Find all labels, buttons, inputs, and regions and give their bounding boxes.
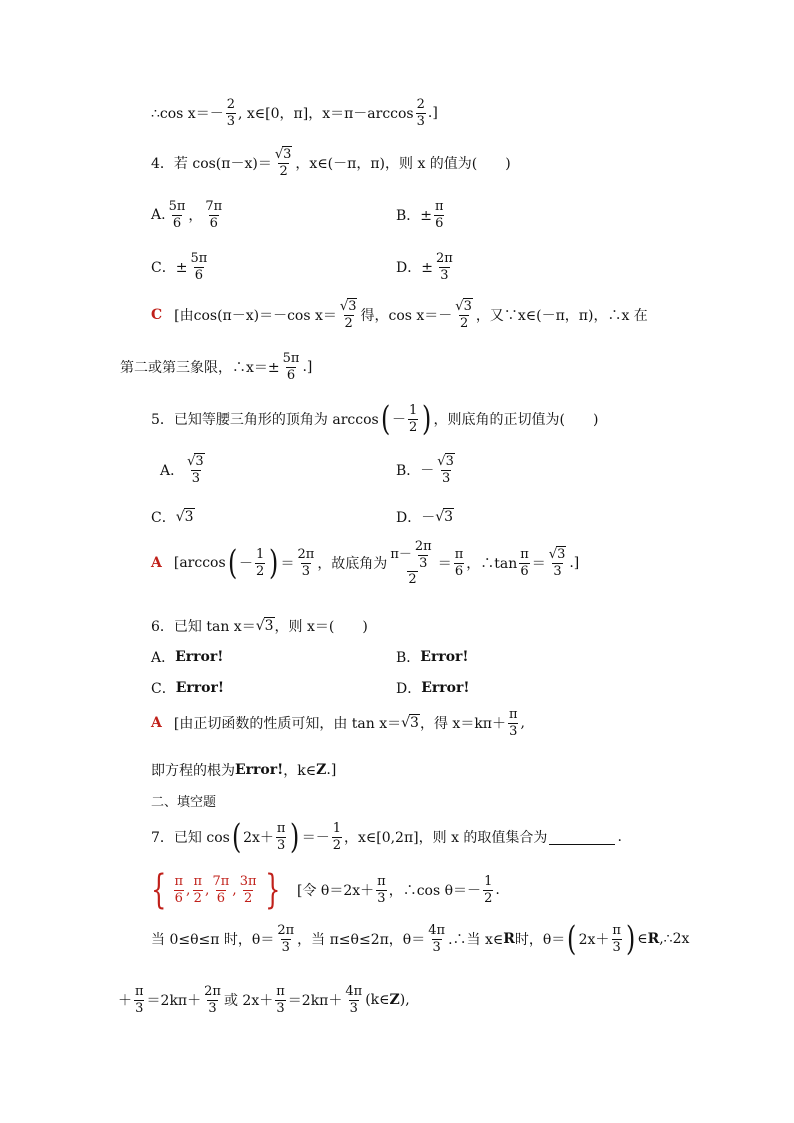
option-5c: C． √ 3 bbox=[151, 509, 194, 526]
option-4b: B．± $\frac{\pi}{6}$ bbox=[396, 199, 444, 231]
text: ∴cos x＝－ bbox=[151, 106, 224, 123]
option-5a: A． $\frac{√3}{3}$ bbox=[160, 454, 204, 486]
option-5b: B．－ $\frac{√3}{3}$ bbox=[396, 454, 454, 486]
answer-7-line2: 当 0≤θ≤π 时，θ＝ $\frac{2\pi}{3}$ ，当 π≤θ≤2π，θ＝ $\frac{4\pi}{3}$ .∴当 x∈ R 时，θ＝ ( 2x＋ $\frac{\pi}{3}$ ) ∈ R ,∴2x bbox=[151, 919, 690, 959]
answer-7-line3: ＋ $\frac{\pi}{3}$ ＝2kπ＋ $\frac{2\pi}{3}$ 或 2x＋ $\frac{\pi}{3}$ ＝2kπ＋ $\frac{4\pi}{3}$ (k∈ Z ), bbox=[118, 984, 410, 1016]
answer-6: A [由正切函数的性质可知，由 tan x＝ √ 3 ，得 x＝kπ＋ $\frac{\pi}{3}$ , bbox=[151, 707, 525, 739]
text: 4．若 cos(π－x)＝ bbox=[151, 156, 272, 173]
answer-letter: A bbox=[151, 715, 162, 732]
text: , x∈[0，π]，x＝π－arccos bbox=[238, 106, 414, 123]
section-title: 二、填空题 bbox=[151, 795, 217, 810]
answer-letter: C bbox=[151, 307, 163, 324]
question-4 bbox=[151, 148, 511, 178]
answer-4: C [由cos(π－x)＝－cos x＝ $\frac{√3}{2}$ 得，cos x＝－ $\frac{√3}{2}$ ，又∵x∈(－π，π)，∴x 在 bbox=[151, 299, 648, 331]
fraction: $\frac{2}{3}$ bbox=[416, 97, 425, 129]
question-7: 7．已知 cos ( 2x＋ $\frac{\pi}{3}$ ) ＝－ $\frac{1}{2}$ ，x∈[0,2π]，则 x 的取值集合为 . bbox=[151, 817, 622, 857]
question-6: 6．已知 tan x＝ √ 3 ，则 x＝( ) bbox=[151, 618, 368, 635]
answer-blank bbox=[549, 830, 615, 845]
answer-6-cont: 即方程的根为 Error! ，k∈ Z .] bbox=[151, 762, 337, 779]
answer-7: { $\frac{\pi}{6}$ , $\frac{\pi}{2}$ , $\frac{7\pi}{6}$ , $\frac{3\pi}{2}$ } [令 θ＝2x＋ $\frac{\pi}{3}$ ，∴cos θ＝－ $\frac{1}{2}$ . bbox=[151, 867, 500, 913]
nested-fraction: π－ $\frac{2\pi}{3}$ 2 bbox=[390, 539, 432, 588]
option-5d: D．－ √ 3 bbox=[396, 509, 454, 526]
option-6c: C． Error! bbox=[151, 680, 225, 697]
line-cos-value bbox=[151, 98, 438, 128]
option-4d: D．± $\frac{2\pi}{3}$ bbox=[396, 251, 453, 283]
option-6a: A． Error! bbox=[151, 649, 224, 666]
question-5: 5．已知等腰三角形的顶角为 arccos ( － $\frac{1}{2}$ ) ，则底角的正切值为( ) bbox=[151, 399, 599, 439]
answer-5: A [arccos ( － $\frac{1}{2}$ ) ＝ $\frac{2\pi}{3}$ ，故底角为 π－ $\frac{2\pi}{3}$ 2 ＝ $\frac{\pi}{6}$ ，∴tan $\frac{\pi}{6}$ ＝ $\frac{√3}{3}$ .] bbox=[151, 539, 580, 588]
text: ，x∈(－π，π)，则 x 的值为( ) bbox=[295, 156, 511, 173]
fraction: $\frac{√3}{2}$ bbox=[274, 147, 292, 179]
option-4c: C．± $\frac{5\pi}{6}$ bbox=[151, 251, 208, 283]
text: .] bbox=[427, 105, 438, 122]
answer-letter: A bbox=[151, 555, 162, 572]
option-4a: A. $\frac{5\pi}{6}$ ， $\frac{7\pi}{6}$ bbox=[151, 199, 223, 231]
answer-4-cont: 第二或第三象限，∴x＝± $\frac{5\pi}{6}$ .] bbox=[120, 351, 313, 383]
option-6d: D． Error! bbox=[396, 680, 470, 697]
fraction: $\frac{2}{3}$ bbox=[226, 97, 235, 129]
option-6b: B． Error! bbox=[396, 649, 469, 666]
